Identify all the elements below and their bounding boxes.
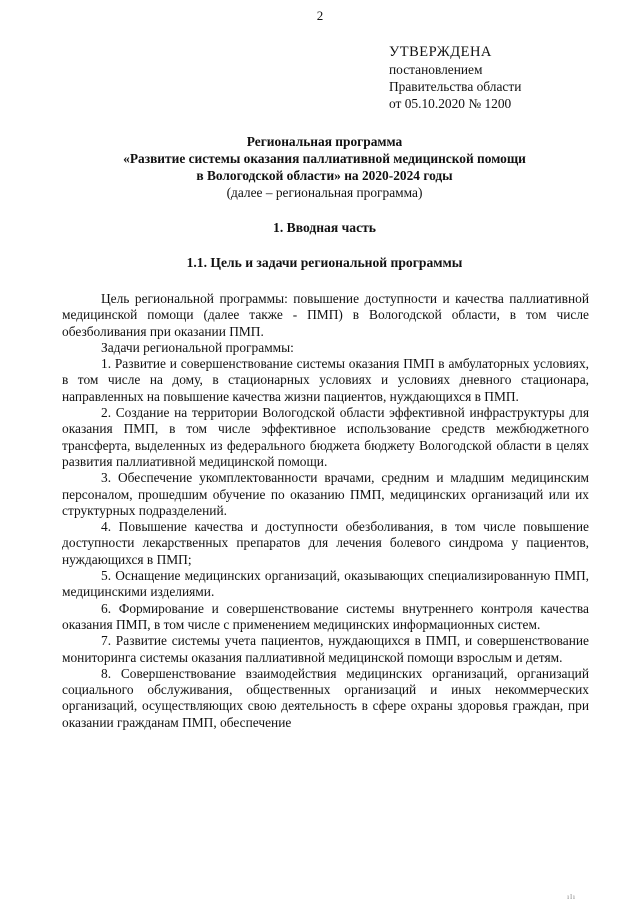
paragraph-tasks-heading: Задачи региональной программы: [101,339,294,355]
approval-date: от 05.10.2020 № 1200 [389,96,512,111]
paragraph-task-5: 5. Оснащение медицинских организаций, оказывающих специализированную ПМП, медицинскими изделиями. [62,568,589,600]
paragraph-task-3: 3. Обеспечение укомплектованности врачами, средним и младшим медицинским персоналом, прошедшим обучение по оказанию ПМП, медицинских организаций или их структурных подразделений. [62,470,589,518]
paragraph-task-1: 1. Развитие и совершенствование системы оказания ПМП в амбулаторных условиях, в том числе на дому, в стационарных условиях и условиях дневного стационара, направленных на повышение качества жизни пациентов, нуждающихся в ПМП. [62,356,589,404]
approval-line-3: Правительства области [389,79,522,94]
section-heading-1-1: 1.1. Цель и задачи региональной программы [186,255,463,270]
paragraph-task-2: 2. Создание на территории Вологодской области эффективной инфраструктуры для оказания ПМП, в том числе эффективное использование средств межбюджетного трансферта, выделенных из федерального бюджета бюджету Вологодской области в целях развития паллиативной медицинской помощи. [62,405,589,469]
document-title [62,133,587,201]
footer-mark: ılı [567,893,576,901]
approval-line-2: постановлением [389,62,483,77]
title-line-3: в Вологодской области» на 2020-2024 годы [196,168,453,183]
title-line-2: «Развитие системы оказания паллиативной медицинской помощи [123,151,526,166]
section-heading-1: 1. Вводная часть [273,220,376,235]
approval-head: УТВЕРЖДЕНА [389,44,492,60]
paragraph-task-8: 8. Совершенствование взаимодействия медицинских организаций, организаций социального обслуживания, общественных организаций и иных некоммерческих организаций, осуществляющих свою деятельность в сфере охраны здоровья граждан, при оказании гражданам ПМП, обеспечение [62,665,589,730]
title-line-1: Региональная программа [246,134,403,149]
body-text [62,291,589,731]
title-line-4: (далее – региональная программа) [226,185,423,200]
paragraph-task-6: 6. Формирование и совершенствование системы внутреннего контроля качества оказания ПМП, в том числе с применением медицинских информационных систем. [62,600,589,632]
paragraph-task-7: 7. Развитие системы учета пациентов, нуждающихся в ПМП, и совершенствование мониторинга системы оказания паллиативной медицинской помощи взрослым и детям. [62,633,589,665]
paragraph-task-4: 4. Повышение качества и доступности обезболивания, в том числе повышение доступности лекарственных препаратов для лечения болевого синдрома у пациентов, нуждающихся в ПМП; [62,519,589,567]
paragraph-goal: Цель региональной программы: повышение доступности и качества паллиативной медицинской помощи (далее также - ПМП) в Вологодской области, в том числе обезболивания при оказании ПМП. [62,291,589,339]
page-number: 2 [316,8,324,23]
approval-stamp [389,44,629,112]
